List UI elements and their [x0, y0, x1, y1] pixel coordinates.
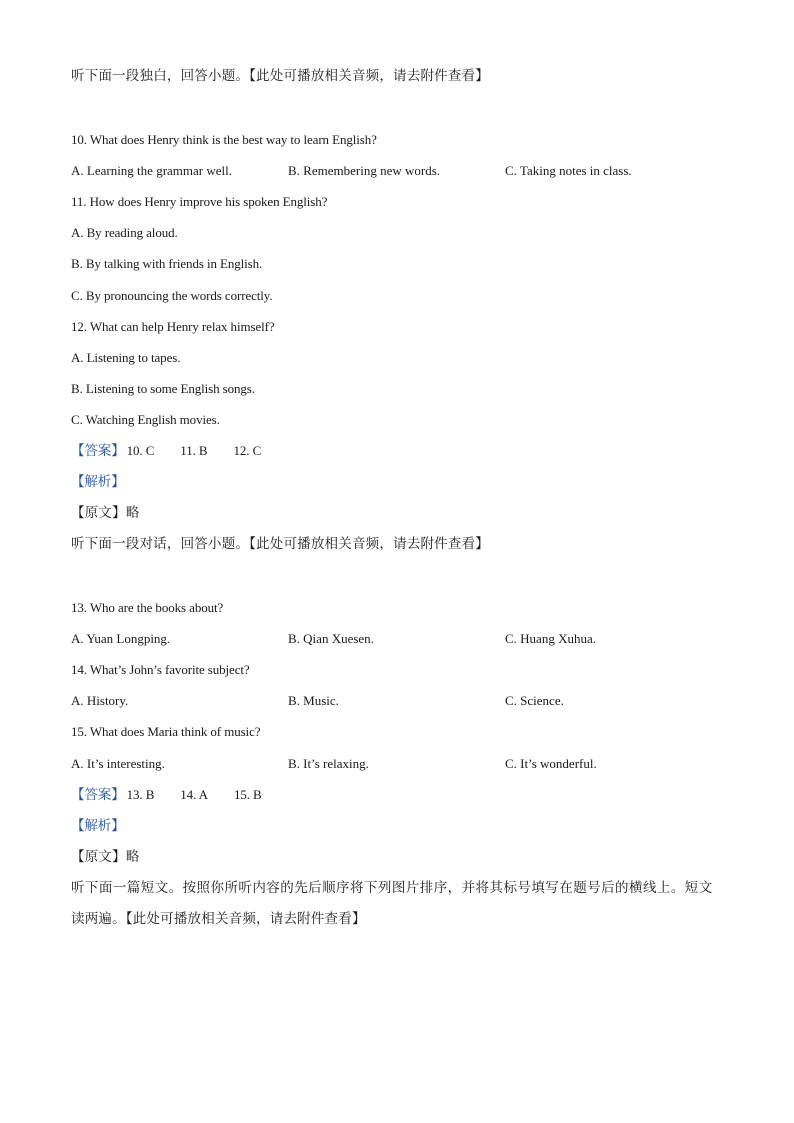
- original-text: 略: [125, 505, 140, 521]
- question-14-option-a: A. History.: [71, 693, 129, 708]
- original-tag: 【原文】: [71, 505, 126, 521]
- question-13-option-a: A. Yuan Longping.: [71, 631, 171, 646]
- question-13-option-c: C. Huang Xuhua.: [505, 631, 596, 646]
- question-10-option-c: C. Taking notes in class.: [505, 163, 632, 178]
- question-12-option-a: A. Listening to tapes.: [71, 350, 181, 365]
- answer-line-1: [71, 443, 261, 459]
- question-15-option-a: A. It’s interesting.: [71, 756, 165, 771]
- answer-12: 12. C: [233, 443, 262, 458]
- section-2-intro: 听下面一段对话，回答小题。【此处可播放相关音频，请去附件查看】: [71, 536, 489, 552]
- question-10-option-b: B. Remembering new words.: [288, 163, 441, 178]
- original-tag: 【原文】: [71, 849, 126, 865]
- question-11-option-c: C. By pronouncing the words correctly.: [71, 288, 273, 303]
- question-11-option-b: B. By talking with friends in English.: [71, 256, 263, 271]
- answer-tag: 【答案】: [71, 787, 125, 803]
- question-15-stem: 15. What does Maria think of music?: [71, 724, 261, 739]
- question-14-option-c: C. Science.: [505, 693, 564, 708]
- analysis-tag: 【解析】: [71, 818, 125, 834]
- question-10-option-a: A. Learning the grammar well.: [71, 163, 232, 178]
- question-14-option-b: B. Music.: [288, 693, 339, 708]
- question-13-stem: 13. Who are the books about?: [71, 600, 224, 615]
- section-1-intro: 听下面一段独白，回答小题。【此处可播放相关音频，请去附件查看】: [71, 68, 489, 84]
- answer-line-2: [71, 787, 262, 803]
- question-15-option-b: B. It’s relaxing.: [288, 756, 369, 771]
- question-11-option-a: A. By reading aloud.: [71, 225, 178, 240]
- answer-10: 10. C: [126, 443, 155, 458]
- question-13-option-b: B. Qian Xuesen.: [288, 631, 374, 646]
- analysis-tag: 【解析】: [71, 474, 125, 490]
- question-12-option-b: B. Listening to some English songs.: [71, 381, 255, 396]
- answer-15: 15. B: [233, 787, 262, 802]
- question-12-option-c: C. Watching English movies.: [71, 412, 220, 427]
- answer-11: 11. B: [180, 443, 208, 458]
- analysis-line-1: [71, 474, 125, 490]
- section-3-intro-line-1: 听下面一篇短文。按照你所听内容的先后顺序将下列图片排序，并将其标号填写在题号后的横线上。短文: [71, 880, 713, 896]
- answer-13: 13. B: [126, 787, 155, 802]
- original-line-2: [71, 849, 140, 865]
- original-line-1: [71, 505, 140, 521]
- analysis-line-2: [71, 818, 125, 834]
- question-11-stem: 11. How does Henry improve his spoken English?: [71, 194, 328, 209]
- answer-tag: 【答案】: [71, 443, 125, 459]
- original-text: 略: [125, 849, 140, 865]
- question-14-stem: 14. What’s John’s favorite subject?: [71, 662, 250, 677]
- question-10-stem: 10. What does Henry think is the best way to learn English?: [71, 132, 377, 147]
- question-15-option-c: C. It’s wonderful.: [505, 756, 597, 771]
- question-12-stem: 12. What can help Henry relax himself?: [71, 319, 275, 334]
- section-3-intro-line-2: 读两遍。【此处可播放相关音频，请去附件查看】: [71, 911, 366, 927]
- answer-14: 14. A: [180, 787, 208, 802]
